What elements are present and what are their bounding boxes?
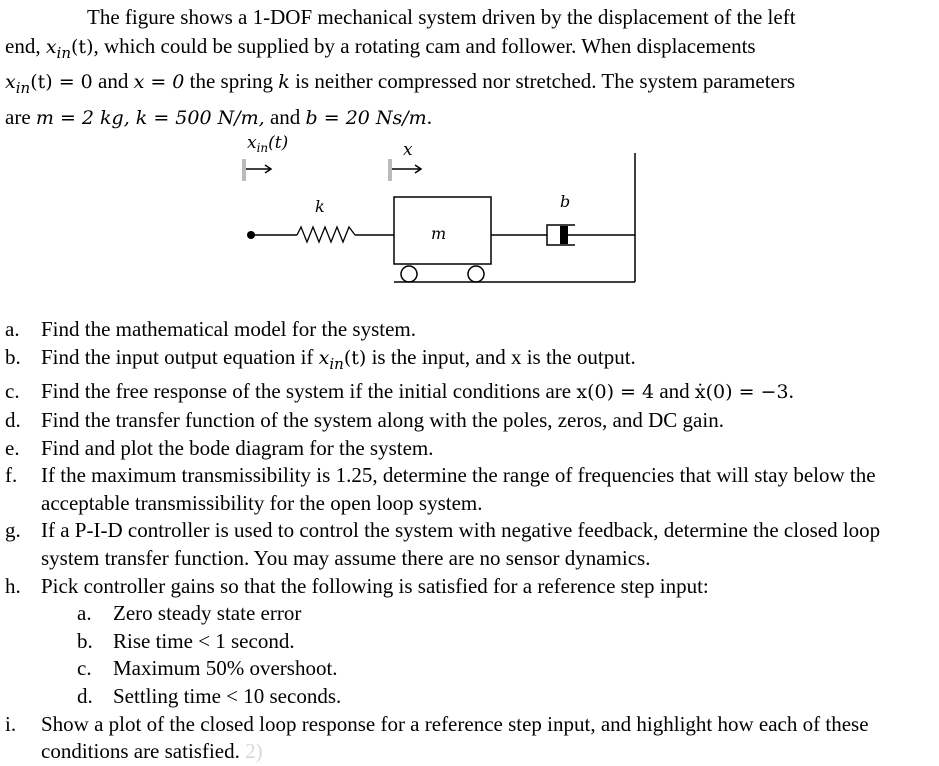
question-h: h. Pick controller gains so that the following is satisfied for a reference step input: bbox=[5, 573, 709, 598]
intro-line-1: The figure shows a 1-DOF mechanical system driven by the displacement of the left bbox=[87, 5, 796, 29]
intro-line-4: are m = 2 kg, k = 500 N/m, and b = 20 Ns/m. bbox=[5, 104, 432, 129]
question-a: a. Find the mathematical model for the system. bbox=[5, 317, 416, 341]
question-h-sub-c: c. Maximum 50% overshoot. bbox=[77, 656, 338, 681]
xin-label: $x_{in}(t)$ bbox=[247, 133, 289, 155]
question-h-sub-d: d. Settling time < 10 seconds. bbox=[77, 683, 342, 708]
question-e: e. Find and plot the bode diagram for the system. bbox=[5, 435, 434, 460]
question-list bbox=[5, 316, 935, 766]
damper-icon bbox=[491, 225, 635, 245]
mass-spring-damper-figure bbox=[225, 125, 645, 295]
intro-line-3: $x_{in}(t) = 0$ and x = 0 the spring k is neither compressed nor stretched. The system parameters bbox=[5, 69, 796, 98]
faint-mark: 2) bbox=[245, 739, 263, 764]
x-arrow-icon bbox=[388, 159, 421, 181]
xin-arrow-icon bbox=[242, 159, 271, 181]
question-b: b. Find the input output equation if $x_{in}(t)$ is the input, and x is the output. bbox=[5, 344, 636, 373]
b-label: b bbox=[560, 192, 571, 211]
spring-icon bbox=[297, 227, 355, 242]
question-h-sub-a: a. Zero steady state error bbox=[77, 601, 302, 626]
right-wheel-icon bbox=[468, 266, 484, 282]
x-label: x bbox=[403, 140, 413, 160]
question-i: i. Show a plot of the closed loop response for a reference step input, and highlight how each of these conditions are satisfied. 2) bbox=[5, 711, 869, 764]
question-c: c. Find the free response of the system if the initial conditions are x(0) = 4 and ẋ(0) = −3. bbox=[5, 379, 794, 404]
k-label: k bbox=[315, 197, 325, 216]
question-g: g. If a P-I-D controller is used to control the system with negative feedback, determine the closed loop system transfer function. You may assume there are no sensor dynamics. bbox=[5, 518, 881, 570]
left-wheel-icon bbox=[401, 266, 417, 282]
m-label: m bbox=[431, 224, 447, 243]
question-h-sub-b: b. Rise time < 1 second. bbox=[77, 628, 295, 653]
intro-line-2: end, $x_{in}(t)$, which could be supplied by a rotating cam and follower. When displacements bbox=[5, 33, 756, 62]
problem-intro bbox=[5, 3, 930, 132]
question-f: f. If the maximum transmissibility is 1.25, determine the range of frequencies that will stay below the acceptable transmissibility for the open loop system. bbox=[5, 463, 876, 515]
question-d: d. Find the transfer function of the system along with the poles, zeros, and DC gain. bbox=[5, 407, 724, 432]
